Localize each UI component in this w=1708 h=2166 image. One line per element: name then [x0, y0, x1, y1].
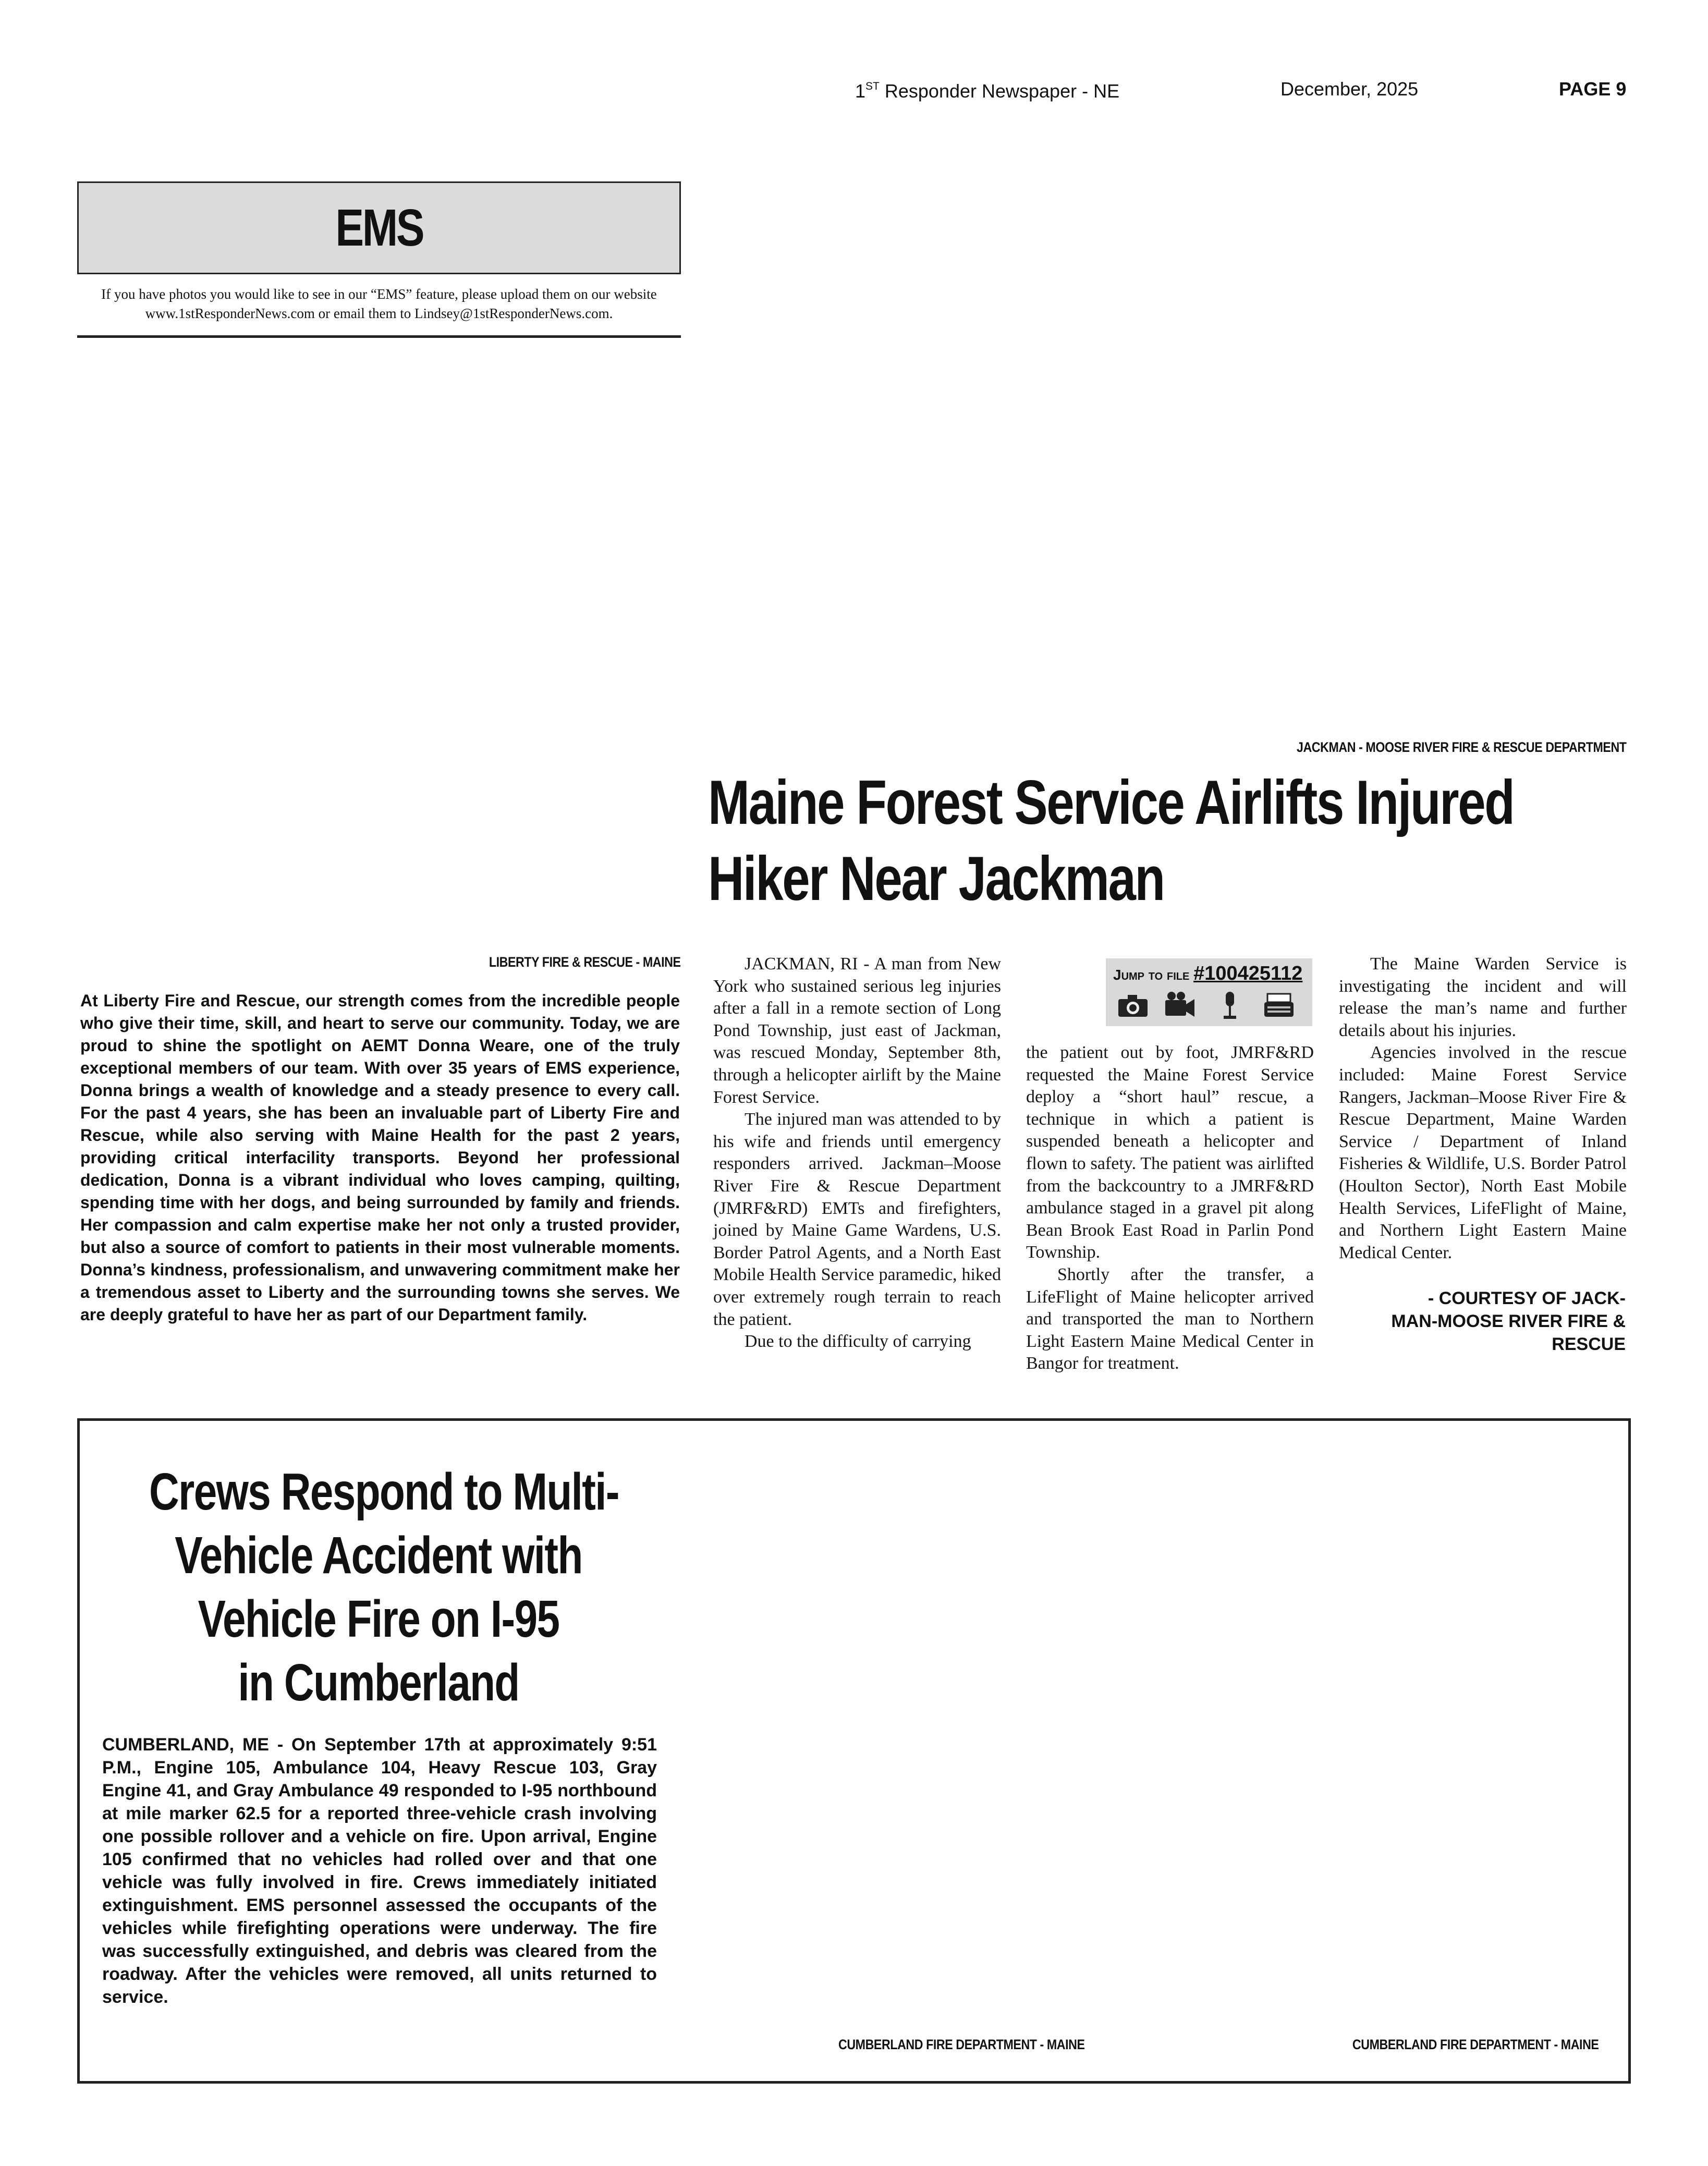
note-line: www.1stResponderNews.com or email them to Lindsey@1stResponderNews.com. — [145, 306, 613, 321]
jackman-courtesy — [1339, 1287, 1626, 1356]
cumberland-credit-left: CUMBERLAND FIRE DEPARTMENT - MAINE — [838, 2037, 1085, 2052]
paragraph: Due to the difficulty of carrying — [745, 1332, 971, 1352]
paragraph: the patient out by foot, JMRF&RD requested the Maine Forest Service deploy a “short haul” rescue, a technique in which a patient is suspended beneath a helicopter and flown to safety. The patient was airlifted from the backcountry to a JMRF&RD ambulance staged in a gravel pit along Bean Brook East Road in Parlin Pond Township. — [1026, 1043, 1314, 1262]
liberty-article-body: At Liberty Fire and Rescue, our strength comes from the incredible people who give their time, skill, and heart to serve our community. Today, we are proud to shine the spotlight on AEMT Donna Weare, one of the truly exceptional members of our team. With over 35 years of EMS experience, Donna brings a wealth of knowledge and a steady presence to every call. For the past 4 years, she has been an invaluable part of Liberty Fire and Rescue, while also serving with Maine Health for the past 2 years, providing critical interfacility transports. Beyond her professional dedication, Donna is a vibrant individual who loves camping, quilting, spending time with her dogs, and being surrounded by family and friends. Her compassion and calm expertise make her not only a trusted provider, but also a source of comfort to patients in their most vulnerable moments. Donna’s kindness, professionalism, and unwavering commitment make her a tremendous asset to Liberty and the surrounding towns she serves. We are deeply grateful to have her as part of our Department family. — [80, 991, 680, 1324]
paragraph: JACKMAN, RI - A man from New York who sustained serious leg injuries after a fall in a remote section of Long Pond Township, just east of Jackman, was rescued Monday, September 8th, through a helicopter airlift by the Maine Forest Service. — [713, 954, 1001, 1107]
jump-to-file-box[interactable] — [1106, 958, 1312, 1026]
cumberland-article-body: CUMBERLAND, ME - On September 17th at approximately 9:51 P.M., Engine 105, Ambulance 104, Heavy Rescue 103, Gray Engine 41, and Gray Ambulance 49 responded to I-95 northbound at mile marker 62.5 for a reported three-vehicle crash involving one possible rollover and a vehicle on fire. Upon arrival, Engine 105 confirmed that no vehicles had rolled over and that one vehicle was fully involved in fire. Crews immediately initiated extinguishment. EMS personnel assessed the occupants of the vehicles while firefighting operations were underway. The fire was successfully extinguished, and debris was cleared from the roadway. After the vehicles were removed, all units returned to service. — [102, 1735, 657, 2007]
cumberland-credit-right: CUMBERLAND FIRE DEPARTMENT - MAINE — [1352, 2037, 1599, 2052]
ems-submission-note — [77, 285, 681, 323]
jackman-headline: Maine Forest Service Airlifts Injured Hiker Near Jackman — [708, 768, 1514, 914]
jump-label: Jump to file #100425112 — [1113, 963, 1303, 984]
publication-name: 1ST Responder Newspaper - NE — [855, 80, 1120, 102]
paragraph: The Maine Warden Service is investigating the incident and will release the man’s name and further details about his injuries. — [1339, 954, 1627, 1040]
courtesy-line: - COURTESY OF JACK- — [1428, 1288, 1626, 1308]
issue-date: December, 2025 — [1280, 78, 1419, 100]
jump-file-number[interactable]: #100425112 — [1193, 963, 1303, 984]
courtesy-line: MAN-MOOSE RIVER FIRE & — [1391, 1311, 1626, 1331]
paragraph: The injured man was attended to by his wife and friends until emergency responders arrived. Jackman–Moose River Fire & Rescue Department (JMRF&RD) EMTs and firefighters, joined by Maine Game Wardens, U.S. Border Patrol Agents, and a North East Mobile Health Service paramedic, hiked over extremely rough terrain to reach the patient. — [713, 1110, 1001, 1329]
microphone-icon — [1213, 990, 1247, 1021]
section-title: EMS — [335, 198, 423, 257]
page-number: PAGE 9 — [1559, 78, 1627, 100]
jackman-kicker: JACKMAN - MOOSE RIVER FIRE & RESCUE DEPARTMENT — [1297, 739, 1627, 755]
liberty-kicker: LIBERTY FIRE & RESCUE - MAINE — [489, 954, 681, 970]
jackman-column-1 — [713, 953, 1001, 1353]
note-line: If you have photos you would like to see in our “EMS” feature, please upload them on our website — [101, 286, 657, 302]
video-camera-icon — [1163, 990, 1197, 1021]
section-divider — [77, 335, 681, 338]
cumberland-headline: Crews Respond to Multi- Vehicle Accident with Vehicle Fire on I-95 in Cumberland — [149, 1463, 619, 1712]
paragraph: Shortly after the transfer, a LifeFlight of Maine helicopter arrived and transported the man to Northern Light Eastern Maine Medical Center in Bangor for treatment. — [1026, 1264, 1314, 1373]
camera-icon — [1116, 990, 1150, 1021]
jackman-column-3 — [1339, 953, 1627, 1264]
typewriter-icon — [1262, 990, 1296, 1021]
ems-section-banner — [77, 181, 681, 274]
jackman-column-2 — [1026, 1042, 1314, 1375]
courtesy-line: RESCUE — [1552, 1334, 1626, 1354]
paragraph: Agencies involved in the rescue included: Maine Forest Service Rangers, Jackman–Moose River Fire & Rescue Department, Maine Warden Service / Department of Inland Fisheries & Wildlife, U.S. Border Patrol (Houlton Sector), North East Mobile Health Services, LifeFlight of Maine, and Northern Light Eastern Maine Medical Center. — [1339, 1043, 1627, 1262]
